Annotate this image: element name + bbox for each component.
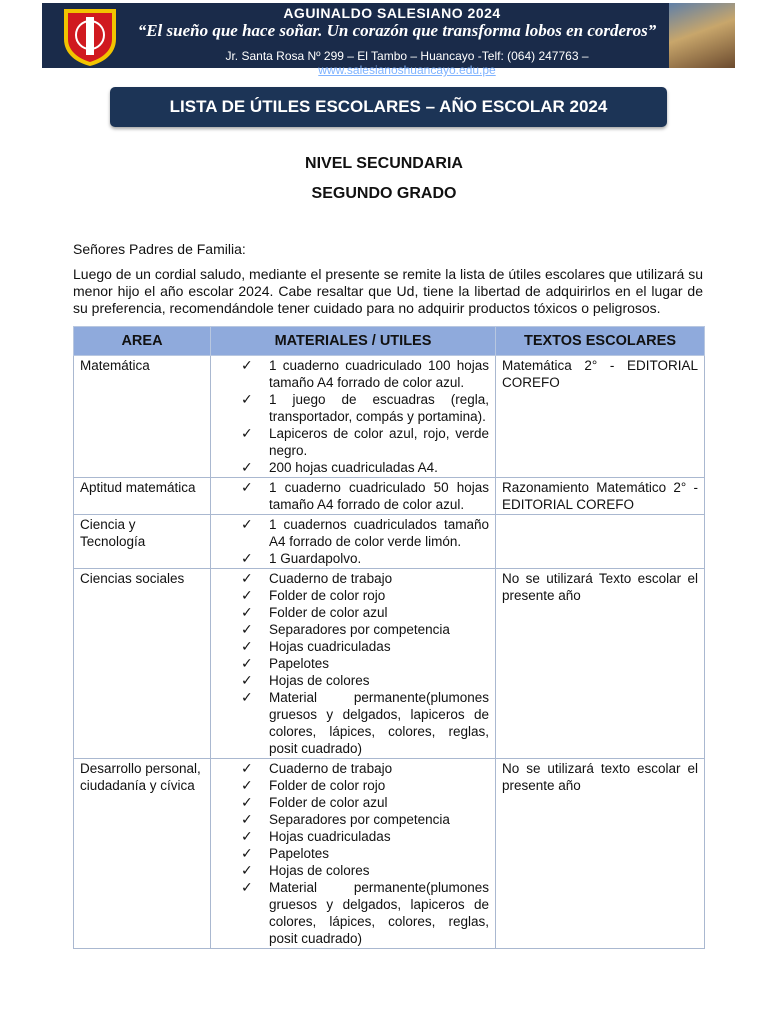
- greeting-text: Señores Padres de Familia:: [73, 241, 246, 257]
- list-item-text: Folder de color azul: [269, 605, 388, 620]
- website-link[interactable]: www.salesianoshuancayo.edu.pe: [318, 63, 496, 77]
- list-item-text: Folder de color rojo: [269, 778, 386, 793]
- header-texts: TEXTOS ESCOLARES: [496, 327, 705, 356]
- list-item-text: Lapiceros de color azul, rojo, verde negro.: [269, 426, 489, 458]
- list-item: [241, 604, 489, 621]
- table-row: [74, 356, 705, 478]
- list-item-text: Papelotes: [269, 846, 330, 861]
- list-item: [241, 638, 489, 655]
- checkmark-icon: ✓: [241, 879, 253, 895]
- table-row: [74, 515, 705, 569]
- address-text: Jr. Santa Rosa Nº 299 – El Tambo – Huancayo -Telf: (064) 247763 –: [225, 49, 589, 63]
- list-item: [241, 516, 489, 550]
- list-item: [241, 621, 489, 638]
- table-row: [74, 478, 705, 515]
- checkmark-icon: ✓: [241, 621, 253, 637]
- list-item-text: Separadores por competencia: [269, 812, 450, 827]
- materials-list: [217, 570, 489, 757]
- list-item: [241, 689, 489, 757]
- document-title: LISTA DE ÚTILES ESCOLARES – AÑO ESCOLAR 2024: [110, 87, 667, 127]
- list-item: [241, 811, 489, 828]
- supplies-table: [73, 326, 705, 949]
- textbook-cell: Matemática 2° - EDITORIAL COREFO: [496, 356, 705, 478]
- list-item-text: Cuaderno de trabajo: [269, 571, 393, 586]
- school-crest-logo: [60, 5, 120, 67]
- materials-cell: [211, 478, 496, 515]
- checkmark-icon: ✓: [241, 459, 253, 475]
- checkmark-icon: ✓: [241, 689, 253, 705]
- list-item: [241, 655, 489, 672]
- materials-cell: [211, 569, 496, 759]
- checkmark-icon: ✓: [241, 672, 253, 688]
- grade-heading: SEGUNDO GRADO: [311, 185, 457, 202]
- list-item: [241, 391, 489, 425]
- list-item-text: 1 juego de escuadras (regla, transportador, compás y portamina).: [269, 392, 489, 424]
- list-item: [241, 587, 489, 604]
- checkmark-icon: ✓: [241, 587, 253, 603]
- list-item-text: 200 hojas cuadriculadas A4.: [269, 460, 438, 475]
- list-item-text: Papelotes: [269, 656, 330, 671]
- checkmark-icon: ✓: [241, 655, 253, 671]
- area-cell: Ciencia y Tecnología: [74, 515, 211, 569]
- header-banner: [42, 3, 735, 77]
- list-item-text: 1 cuadernos cuadriculados tamaño A4 forrado de color verde limón.: [269, 517, 489, 549]
- list-item-text: Hojas de colores: [269, 863, 370, 878]
- checkmark-icon: ✓: [241, 638, 253, 654]
- checkmark-icon: ✓: [241, 811, 253, 827]
- banner-address: [137, 49, 677, 77]
- checkmark-icon: ✓: [241, 425, 253, 441]
- area-cell: Ciencias sociales: [74, 569, 211, 759]
- area-cell: Matemática: [74, 356, 211, 478]
- textbook-cell: No se utilizará texto escolar el presente año: [496, 759, 705, 949]
- list-item: [241, 479, 489, 513]
- area-cell: Aptitud matemática: [74, 478, 211, 515]
- checkmark-icon: ✓: [241, 794, 253, 810]
- table-header-row: [74, 327, 705, 356]
- list-item-text: 1 cuaderno cuadriculado 100 hojas tamaño A4 forrado de color azul.: [269, 358, 489, 390]
- list-item: [241, 862, 489, 879]
- checkmark-icon: ✓: [241, 845, 253, 861]
- checkmark-icon: ✓: [241, 516, 253, 532]
- materials-list: [217, 479, 489, 513]
- level-heading: NIVEL SECUNDARIA: [305, 155, 463, 172]
- materials-cell: [211, 759, 496, 949]
- list-item-text: Hojas cuadriculadas: [269, 639, 391, 654]
- materials-list: [217, 357, 489, 476]
- list-item: [241, 777, 489, 794]
- checkmark-icon: ✓: [241, 828, 253, 844]
- list-item-text: Folder de color rojo: [269, 588, 386, 603]
- religious-painting-image: [669, 3, 735, 68]
- textbook-cell: [496, 515, 705, 569]
- list-item-text: 1 cuaderno cuadriculado 50 hojas tamaño A4 forrado de color azul.: [269, 480, 489, 512]
- list-item: [241, 459, 489, 476]
- checkmark-icon: ✓: [241, 570, 253, 586]
- textbook-cell: Razonamiento Matemático 2° - EDITORIAL COREFO: [496, 478, 705, 515]
- textbook-cell: No se utilizará Texto escolar el presente año: [496, 569, 705, 759]
- list-item-text: Material permanente(plumones gruesos y delgados, lapiceros de colores, lápices, colores, reglas, posit cuadrado): [269, 880, 489, 946]
- table-row: [74, 759, 705, 949]
- list-item: [241, 550, 489, 567]
- materials-list: [217, 760, 489, 947]
- table-row: [74, 569, 705, 759]
- list-item-text: Hojas de colores: [269, 673, 370, 688]
- checkmark-icon: ✓: [241, 604, 253, 620]
- list-item-text: Separadores por competencia: [269, 622, 450, 637]
- list-item-text: Folder de color azul: [269, 795, 388, 810]
- materials-cell: [211, 515, 496, 569]
- list-item-text: Material permanente(plumones gruesos y delgados, lapiceros de colores, lápices, colores, reglas, posit cuadrado): [269, 690, 489, 756]
- checkmark-icon: ✓: [241, 391, 253, 407]
- list-item: [241, 879, 489, 947]
- list-item: [241, 672, 489, 689]
- list-item: [241, 425, 489, 459]
- checkmark-icon: ✓: [241, 862, 253, 878]
- header-materials: MATERIALES / UTILES: [211, 327, 496, 356]
- header-area: AREA: [74, 327, 211, 356]
- list-item: [241, 760, 489, 777]
- list-item: [241, 845, 489, 862]
- checkmark-icon: ✓: [241, 777, 253, 793]
- list-item-text: Hojas cuadriculadas: [269, 829, 391, 844]
- list-item-text: 1 Guardapolvo.: [269, 551, 362, 566]
- checkmark-icon: ✓: [241, 760, 253, 776]
- list-item: [241, 794, 489, 811]
- list-item: [241, 357, 489, 391]
- materials-cell: [211, 356, 496, 478]
- table-body: [74, 356, 705, 949]
- checkmark-icon: ✓: [241, 479, 253, 495]
- materials-list: [217, 516, 489, 567]
- list-item: [241, 828, 489, 845]
- banner-title: AGUINALDO SALESIANO 2024: [283, 5, 501, 21]
- list-item: [241, 570, 489, 587]
- list-item-text: Cuaderno de trabajo: [269, 761, 393, 776]
- checkmark-icon: ✓: [241, 357, 253, 373]
- banner-motto: “El sueño que hace soñar. Un corazón que transforma lobos en corderos”: [137, 21, 657, 40]
- area-cell: Desarrollo personal, ciudadanía y cívica: [74, 759, 211, 949]
- checkmark-icon: ✓: [241, 550, 253, 566]
- intro-paragraph: Luego de un cordial saludo, mediante el presente se remite la lista de útiles escolares que utilizará su menor hijo el año escolar 2024. Cabe resaltar que Ud, tiene la libertad de adquirirlos en el lugar de su preferencia, recomendándole tener cuidado para no adquirir productos tóxicos o peligrosos.: [73, 266, 703, 316]
